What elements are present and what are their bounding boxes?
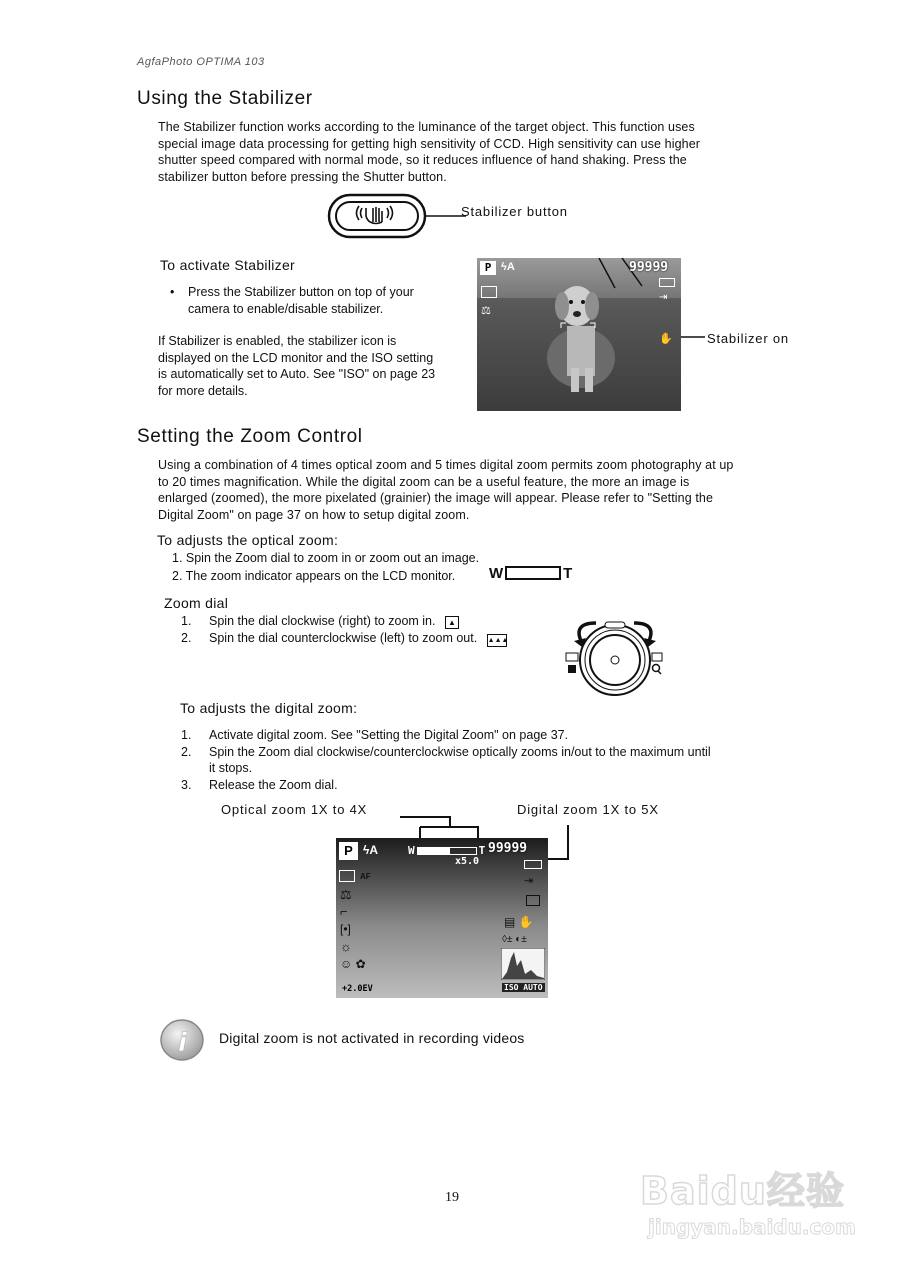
resolution-icon [339,870,355,882]
stabilizer-note [158,333,468,399]
zoom-dial-heading: Zoom dial [164,595,229,611]
af-icon: AF [360,872,371,881]
running-title: AgfaPhoto OPTIMA 103 [137,56,265,68]
stabilizer-button-illustration [326,192,466,240]
program-mode-icon: P [339,842,358,860]
image-size-icon: ⌐ [340,904,348,919]
digital-step [181,727,801,744]
sharpness-contrast-icon: ◊± ◐± [502,934,527,945]
shot-counter: 99999 [629,260,669,275]
iso-value: ISO AUTO [504,983,543,992]
optical-zoom-label: Optical zoom 1X to 4X [221,802,368,817]
note-line: is automatically set to Auto. See "ISO" on page 23 [158,367,436,381]
storage-icon: ⇥ [659,292,668,303]
stabilizer-on-pointer [681,331,707,343]
shot-counter: 99999 [488,841,528,856]
optical-step: 1. Spin the Zoom dial to zoom in or zoom out an image. [172,551,480,565]
tip-text: Digital zoom is not activated in recording videos [219,1030,525,1046]
zoom-ratio: x5.0 [455,856,480,867]
stabilizer-icon: ▤ ✋ [504,915,534,929]
digital-zoom-label: Digital zoom 1X to 5X [517,802,659,817]
lcd-zoom-fill [417,847,477,855]
zoom-dial-illustration [560,615,670,697]
step-text: Spin the Zoom dial clockwise/counterclockwise optically zooms in/out to the maximum until [209,744,711,759]
battery-icon [659,278,675,287]
stabilizer-on-label: Stabilizer on [707,331,789,346]
wide-icon: ▲▲▲ [487,634,507,647]
bullet-line: camera to enable/disable stabilizer. [188,301,384,316]
digital-step [181,777,801,794]
intro-line: Digital Zoom" on page 37 on how to setup digital zoom. [158,507,470,522]
step-text: it stops. [209,761,253,775]
stabilizer-heading: Using the Stabilizer [137,88,313,109]
zoom-heading: Setting the Zoom Control [137,426,363,447]
zoom-indicator-t: T [563,564,573,582]
digital-step [181,760,801,777]
step-number: 1. [181,614,192,628]
intro-line: stabilizer button before pressing the Shutter button. [158,169,447,184]
intro-line: special image data processing for getting high sensitivity of CCD. High sensitivity can use higher [158,136,701,151]
intro-line: to 20 times magnification. While the digital zoom can be a useful feature, the more an image is [158,474,690,489]
flash-auto-icon: ϟA [363,843,379,857]
digital-steps [181,727,801,793]
lcd-zoom-w: W [408,844,415,857]
step-number: 2. [181,631,192,645]
svg-text:i: i [178,1028,187,1058]
magnify-icon [653,665,660,672]
step-text: Spin the dial clockwise (right) to zoom in. [209,614,436,628]
info-icon [159,1018,205,1062]
quality-icon [526,895,540,906]
step-number: 1. [181,728,192,742]
storage-icon: ⇥ [524,875,534,887]
digital-step [181,744,801,761]
intro-line: Using a combination of 4 times optical zoom and 5 times digital zoom permits zoom photography at up [158,458,734,472]
watermark-url: jingyan.baidu.com [648,1215,856,1239]
white-balance-icon: ⚖ [481,305,491,317]
program-mode-icon: P [480,261,496,275]
step-text: Spin the dial counterclockwise (left) to zoom out. [209,631,478,645]
stabilizer-button-label: Stabilizer button [461,204,568,219]
step-number: 2. [181,744,192,759]
sunny-icon: ☼ [340,939,352,954]
flash-auto-icon: ϟA [501,261,515,273]
lcd-dog-photo [477,258,681,411]
dial-step [181,630,507,647]
wide-icon [566,653,578,661]
zoom-indicator-bar [505,566,561,580]
baidu-watermark [640,1160,855,1250]
note-line: displayed on the LCD monitor and the ISO setting [158,350,434,365]
step-text: Activate digital zoom. See "Setting the Digital Zoom" on page 37. [209,728,569,742]
bullet-line: Press the Stabilizer button on top of your [188,285,414,299]
histogram [501,948,545,980]
resolution-icon [481,286,497,298]
stabilizer-on-icon: ✋ [659,333,673,345]
zoom-indicator [489,564,572,582]
dog-photo-scene [477,258,681,411]
watermark-brand: Baidu经验 [640,1169,845,1213]
optical-step: 2. The zoom indicator appears on the LCD monitor. [172,569,456,583]
step-number: 3. [181,777,192,792]
intro-line: shutter speed compared with normal mode, so it reduces influence of hand shaking. Press the [158,153,687,167]
stabilizer-intro [158,119,798,185]
intro-line: The Stabilizer function works according to the luminance of the target object. This function uses [158,120,695,134]
zoom-intro [158,457,798,523]
lcd-digital-zoom [336,838,548,998]
lcd-zoom-t: T [478,844,486,857]
battery-icon [524,860,542,869]
zoom-indicator-w: W [489,564,504,582]
optical-zoom-heading: To adjusts the optical zoom: [157,532,339,548]
step-text: Release the Zoom dial. [209,777,338,792]
activate-stabilizer-heading: To activate Stabilizer [160,257,295,273]
face-detect-icon: ☺ ✿ [340,957,366,971]
metering-icon: [•] [340,922,351,936]
ev-value: +2.0EV [342,984,373,994]
page-number: 19 [445,1190,459,1205]
white-balance-icon: ⚖ [340,887,352,902]
tele-icon: ▲ [445,616,459,629]
thumbnail-icon [568,665,576,673]
dial-step [181,613,459,630]
digital-zoom-heading: To adjusts the digital zoom: [180,700,358,716]
activate-bullet [188,284,468,317]
tele-icon [652,653,662,661]
note-line: for more details. [158,383,248,398]
bullet-marker: • [170,285,175,299]
note-line: If Stabilizer is enabled, the stabilizer icon is [158,334,397,348]
intro-line: enlarged (zoomed), the more pixelated (grainier) the image will appear. Please refer to "Setting the [158,491,714,505]
